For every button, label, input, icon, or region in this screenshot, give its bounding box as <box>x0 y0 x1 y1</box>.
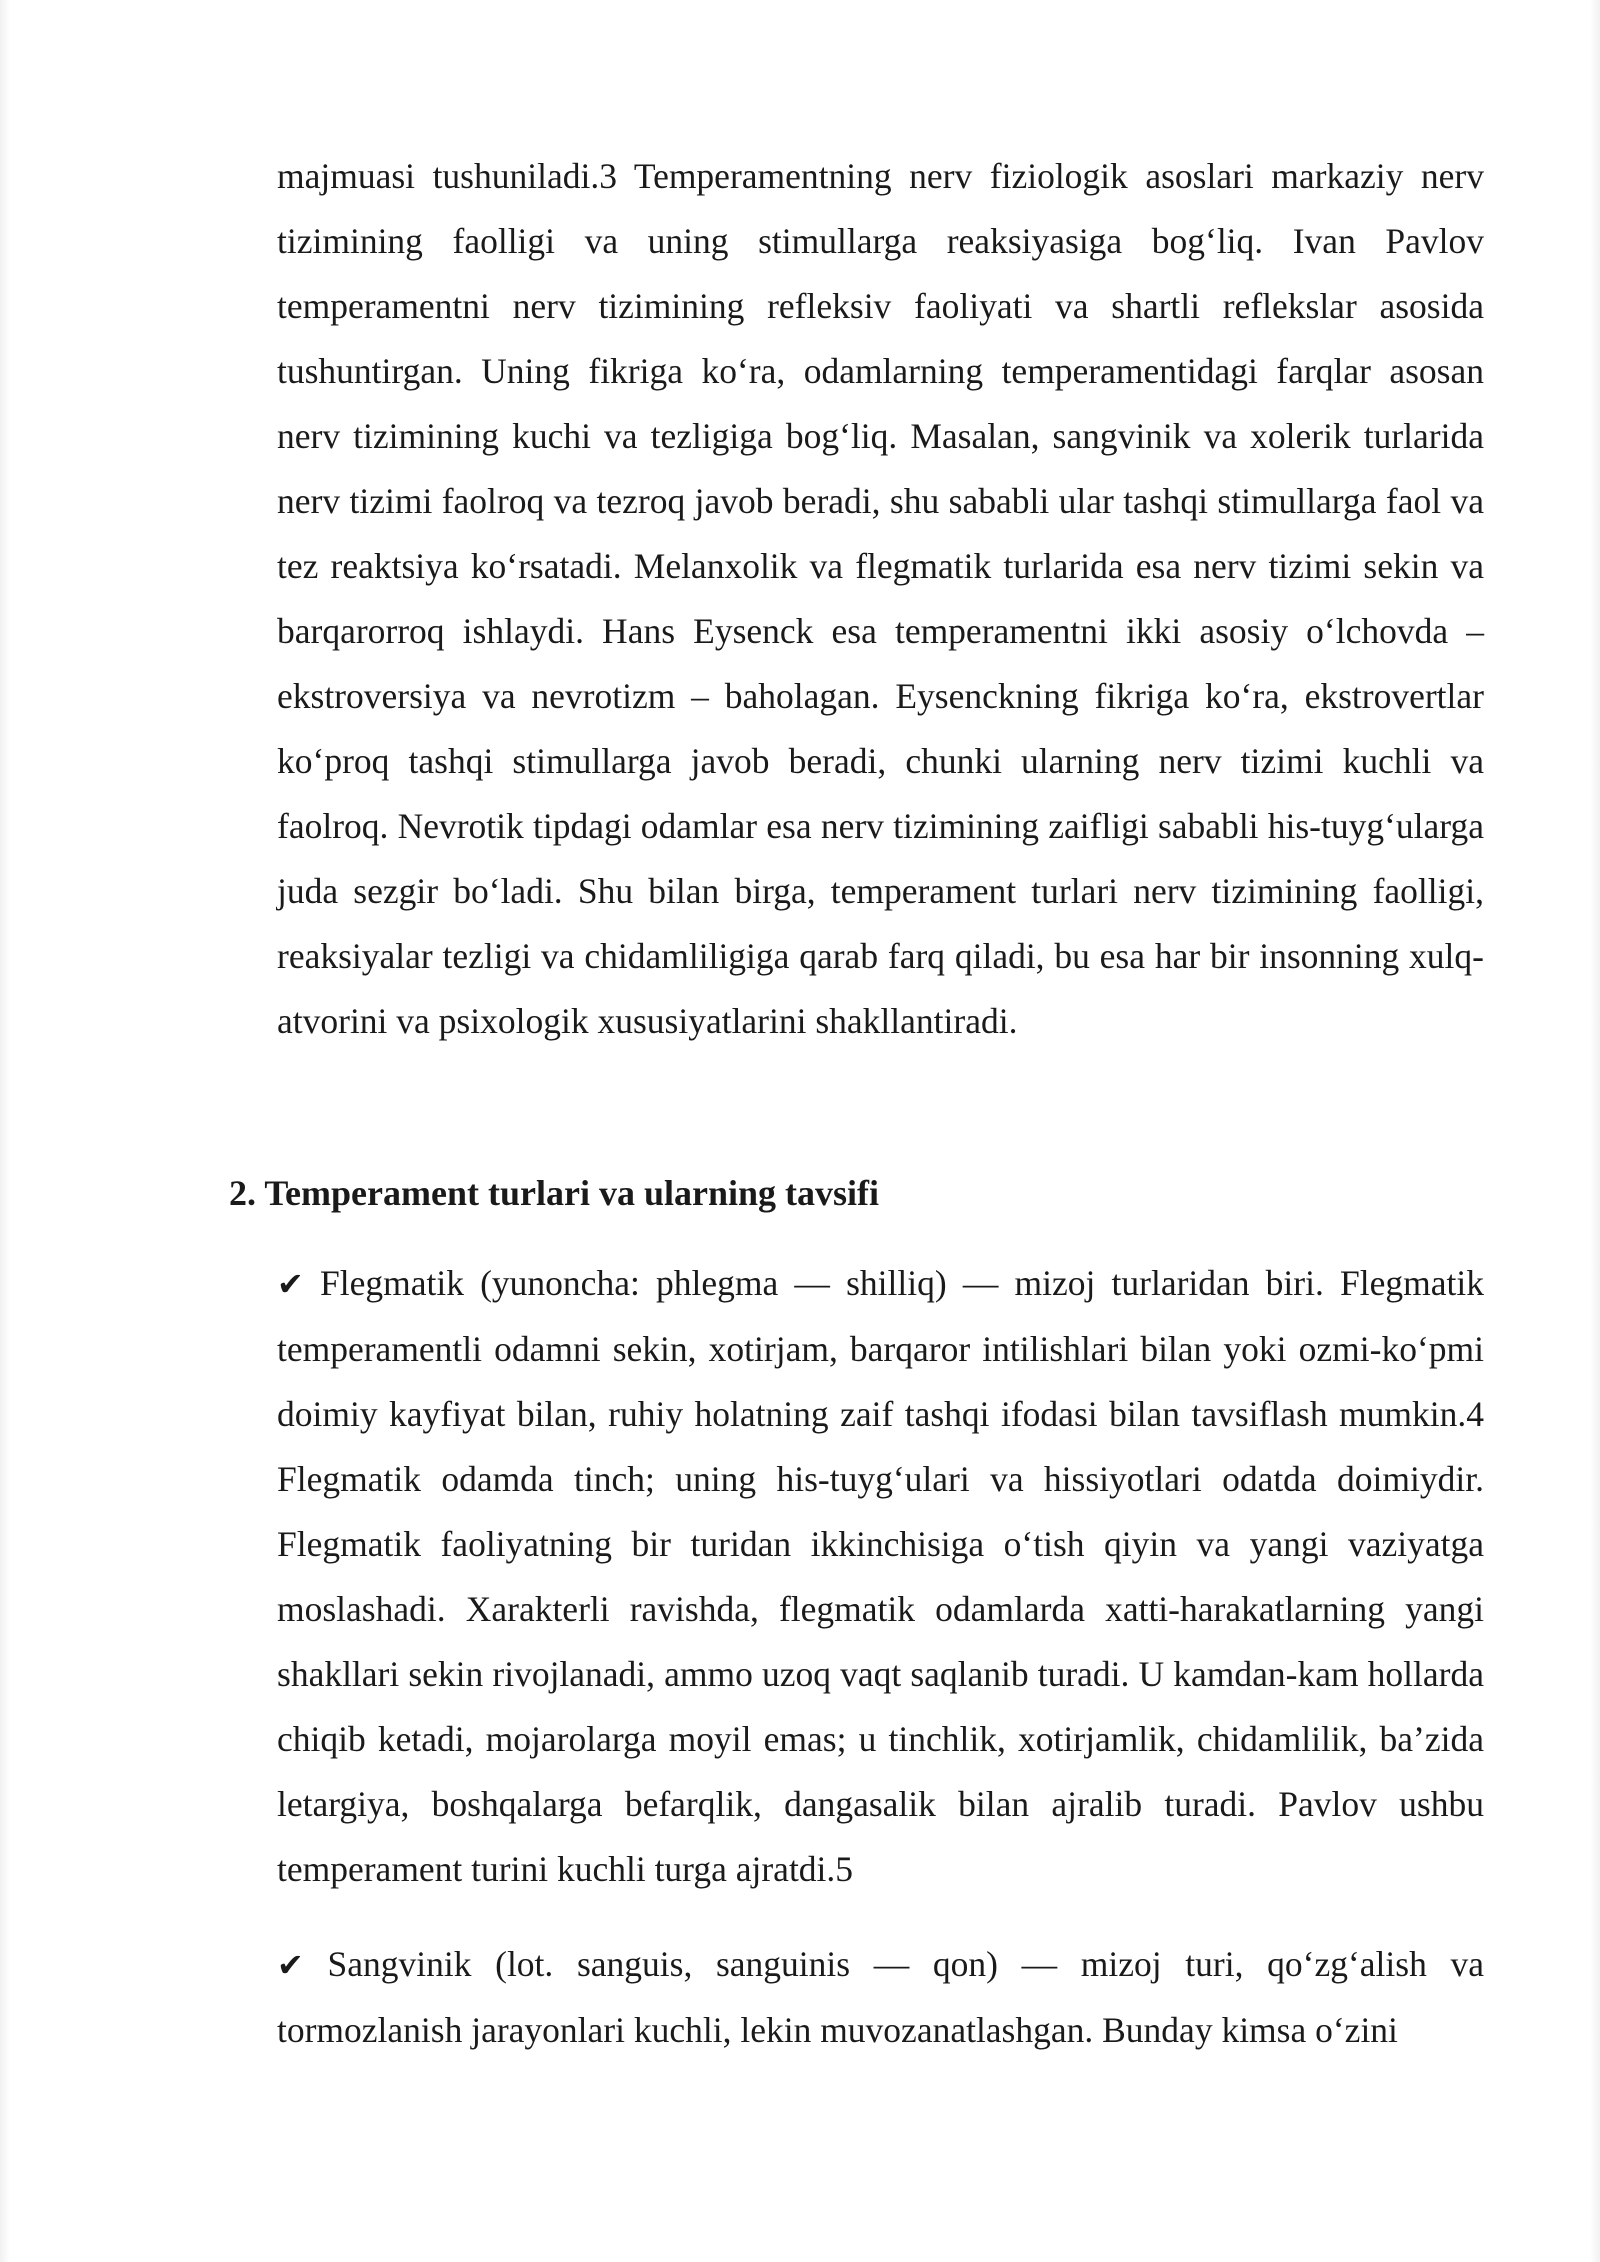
check-mark-icon: ✔ <box>277 1946 304 1984</box>
paragraph-sangvinik <box>277 1932 1484 2063</box>
check-mark-icon: ✔ <box>277 1265 304 1303</box>
paragraph-intro: majmuasi tushuniladi.3 Temperamentning nerv fiziologik asoslari markaziy nerv tizimining faolligi va uning stimullarga reaksiyasiga bog‘liq. Ivan Pavlov temperamentni nerv tizimining refleksiv faoliyati va shartli reflekslar asosida tushuntirgan. Uning fikriga ko‘ra, odamlarning temperamentidagi farqlar asosan nerv tizimining kuchi va tezligiga bog‘liq. Masalan, sangvinik va xolerik turlarida nerv tizimi faolroq va tezroq javob beradi, shu sababli ular tashqi stimullarga faol va tez reaktsiya ko‘rsatadi. Melanxolik va flegmatik turlarida esa nerv tizimi sekin va barqarorroq ishlaydi. Hans Eysenck esa temperamentni ikki asosiy o‘lchovda – ekstroversiya va nevrotizm – baholagan. Eysenckning fikriga ko‘ra, ekstrovertlar ko‘proq tashqi stimullarga javob beradi, chunki ularning nerv tizimi kuchli va faolroq. Nevrotik tipdagi odamlar esa nerv tizimining zaifligi sababli his-tuyg‘ularga juda sezgir bo‘ladi. Shu bilan birga, temperament turlari nerv tizimining faolligi, reaksiyalar tezligi va chidamliligiga qarab farq qiladi, bu esa har bir insonning xulq-atvorini va psixologik xususiyatlarini shakllantiradi. <box>277 156 1484 1041</box>
paragraph-flegmatik-text: Flegmatik (yunoncha: phlegma — shilliq) — mizoj turlaridan biri. Flegmatik temperamentli odamni sekin, xotirjam, barqaror intilishlari bilan yoki ozmi-ko‘pmi doimiy kayfiyat bilan, ruhiy holatning zaif tashqi ifodasi bilan tavsiflash mumkin.4 Flegmatik odamda tinch; uning his-tuyg‘ulari va hissiyotlari odatda doimiydir. Flegmatik faoliyatning bir turidan ikkinchisiga o‘tish qiyin va yangi vaziyatga moslashadi. Xarakterli ravishda, flegmatik odamlarda xatti-harakatlarning yangi shakllari sekin rivojlanadi, ammo uzoq vaqt saqlanib turadi. U kamdan-kam hollarda chiqib ketadi, mojarolarga moyil emas; u tinchlik, xotirjamlik, chidamlilik, ba’zida letargiya, boshqalarga befarqlik, dangasalik bilan ajralib turadi. Pavlov ushbu temperament turini kuchli turga ajratdi.5 <box>277 1263 1484 1889</box>
paragraph-flegmatik <box>277 1251 1484 1902</box>
section-heading: 2. Temperament turlari va ularning tavsifi <box>229 1173 879 1213</box>
page-edge-left <box>0 0 10 2262</box>
page-edge-right <box>1590 0 1600 2262</box>
paragraph-sangvinik-text: Sangvinik (lot. sanguis, sanguinis — qon) — mizoj turi, qo‘zg‘alish va tormozlanish jarayonlari kuchli, lekin muvozanatlashgan. Bunday kimsa o‘zini <box>277 1944 1485 2050</box>
